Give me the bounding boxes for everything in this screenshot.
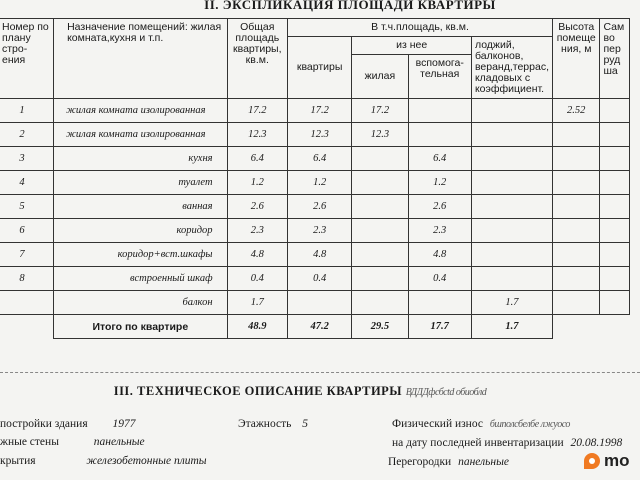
watermark-logo: mo — [584, 451, 630, 471]
divider — [0, 372, 640, 373]
row-height — [552, 171, 600, 195]
header-including: В т.ч.площадь, кв.м. — [288, 19, 553, 37]
row-total: 1.7 — [227, 291, 287, 315]
table-row — [0, 267, 630, 291]
row-total: 17.2 — [227, 99, 287, 123]
totals-flat: 47.2 — [288, 315, 352, 339]
row-height — [552, 147, 600, 171]
tech-year: постройки здания 1977 — [0, 418, 136, 430]
row-number: 4 — [0, 171, 54, 195]
row-name: туалет — [54, 171, 227, 195]
table-row — [0, 195, 630, 219]
row-extra — [600, 267, 630, 291]
row-height — [552, 291, 600, 315]
row-number: 7 — [0, 243, 54, 267]
row-flat: 17.2 — [288, 99, 352, 123]
row-name: кухня — [54, 147, 227, 171]
row-total: 6.4 — [227, 147, 287, 171]
header-of-it: из нее — [352, 37, 472, 55]
tech-storeys: Этажность 5 — [238, 418, 308, 430]
row-number: 1 — [0, 99, 54, 123]
row-flat — [288, 291, 352, 315]
table-row — [0, 171, 630, 195]
table-row — [0, 147, 630, 171]
row-total: 4.8 — [227, 243, 287, 267]
header-purpose: Назначение помещений: жилая комната,кухня и т.п. — [54, 19, 227, 99]
row-living — [352, 147, 408, 171]
logo-pin-icon — [584, 453, 600, 469]
tech-floors: крытия железобетонные плиты — [0, 455, 207, 467]
row-height: 2.52 — [552, 99, 600, 123]
row-extra — [600, 243, 630, 267]
table-row — [0, 99, 630, 123]
section-title-explication: II. ЭКСПЛИКАЦИЯ ПЛОЩАДИ КВАРТИРЫ — [204, 0, 496, 12]
row-name: балкон — [54, 291, 227, 315]
row-number: 3 — [0, 147, 54, 171]
row-flat: 12.3 — [288, 123, 352, 147]
row-aux: 0.4 — [408, 267, 471, 291]
row-total: 2.6 — [227, 195, 287, 219]
table-row — [0, 123, 630, 147]
row-total: 12.3 — [227, 123, 287, 147]
row-name: жилая комната изолированная — [54, 99, 227, 123]
row-number: 6 — [0, 219, 54, 243]
row-height — [552, 123, 600, 147]
row-loggia — [471, 123, 552, 147]
row-height — [552, 195, 600, 219]
totals-loggia: 1.7 — [471, 315, 552, 339]
row-living: 17.2 — [352, 99, 408, 123]
row-living — [352, 219, 408, 243]
row-total: 1.2 — [227, 171, 287, 195]
totals-living: 29.5 — [352, 315, 408, 339]
tech-wear: Физический износ бшполсбелбе лжуосо — [392, 418, 570, 430]
row-living — [352, 195, 408, 219]
row-total: 0.4 — [227, 267, 287, 291]
tech-partitions: Перегородки панельные — [388, 456, 509, 468]
row-aux — [408, 99, 471, 123]
header-total-area: Общая площадь квартиры, кв.м. — [227, 19, 287, 99]
header-number: Номер по плану стро-ения — [0, 19, 54, 99]
header-height: Высота помеще ния, м — [552, 19, 600, 99]
row-living — [352, 243, 408, 267]
row-flat: 1.2 — [288, 171, 352, 195]
table-row — [0, 243, 630, 267]
totals-row — [0, 315, 630, 339]
row-extra — [600, 171, 630, 195]
row-number: 5 — [0, 195, 54, 219]
row-number: 8 — [0, 267, 54, 291]
table-row — [0, 291, 630, 315]
row-total: 2.3 — [227, 219, 287, 243]
row-aux: 6.4 — [408, 147, 471, 171]
row-living — [352, 291, 408, 315]
row-extra — [600, 99, 630, 123]
row-loggia — [471, 243, 552, 267]
row-extra — [600, 219, 630, 243]
tech-inventory: на дату последней инвентаризации 20.08.1998 — [392, 437, 623, 449]
row-name: встроенный шкаф — [54, 267, 227, 291]
table-row — [0, 219, 630, 243]
header-flats: квартиры — [288, 37, 352, 99]
row-name: жилая комната изолированная — [54, 123, 227, 147]
row-name: ванная — [54, 195, 227, 219]
row-loggia: 1.7 — [471, 291, 552, 315]
header-living: жилая — [352, 55, 408, 99]
row-loggia — [471, 219, 552, 243]
totals-aux: 17.7 — [408, 315, 471, 339]
header-loggia: лоджий, балконов, веранд,террас, кладовых с коэффициент. — [471, 37, 552, 99]
row-living — [352, 171, 408, 195]
row-extra — [600, 147, 630, 171]
row-living: 12.3 — [352, 123, 408, 147]
row-flat: 4.8 — [288, 243, 352, 267]
row-flat: 0.4 — [288, 267, 352, 291]
row-number — [0, 291, 54, 315]
row-living — [352, 267, 408, 291]
row-loggia — [471, 171, 552, 195]
row-aux: 1.2 — [408, 171, 471, 195]
row-flat: 6.4 — [288, 147, 352, 171]
row-aux — [408, 291, 471, 315]
header-extra: Сам во пер руд ша — [600, 19, 630, 99]
totals-label: Итого по квартире — [54, 315, 227, 339]
row-name: коридор — [54, 219, 227, 243]
row-extra — [600, 195, 630, 219]
explication-table — [0, 18, 630, 339]
row-loggia — [471, 99, 552, 123]
row-height — [552, 219, 600, 243]
section-title-tech-description: III. ТЕХНИЧЕСКОЕ ОПИСАНИЕ КВАРТИРЫ ВДДДфсбсtd обиоблd — [113, 384, 487, 398]
row-loggia — [471, 267, 552, 291]
row-number: 2 — [0, 123, 54, 147]
row-flat: 2.3 — [288, 219, 352, 243]
row-loggia — [471, 147, 552, 171]
row-extra — [600, 291, 630, 315]
row-aux — [408, 123, 471, 147]
row-loggia — [471, 195, 552, 219]
row-height — [552, 243, 600, 267]
tech-walls: жные стены панельные — [0, 436, 145, 448]
row-extra — [600, 123, 630, 147]
row-aux: 2.6 — [408, 195, 471, 219]
row-name: коридор+вст.шкафы — [54, 243, 227, 267]
totals-total: 48.9 — [227, 315, 287, 339]
header-auxiliary: вспомога-тельная — [408, 55, 471, 99]
row-aux: 4.8 — [408, 243, 471, 267]
row-aux: 2.3 — [408, 219, 471, 243]
row-height — [552, 267, 600, 291]
row-flat: 2.6 — [288, 195, 352, 219]
